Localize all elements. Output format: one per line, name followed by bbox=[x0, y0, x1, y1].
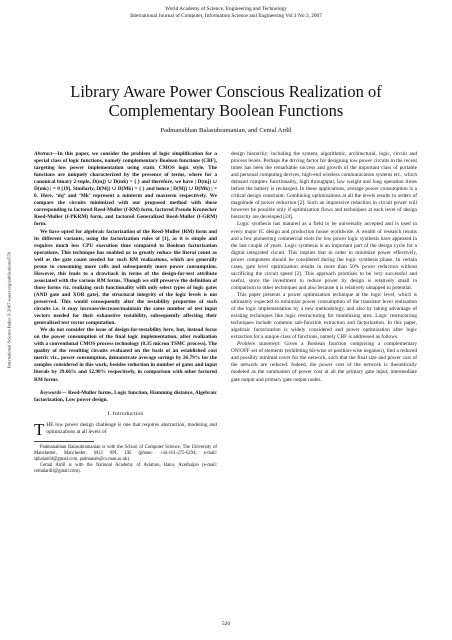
abstract-paragraph-2 bbox=[34, 229, 217, 328]
intro-continued-paragraph: design hierarchy; including the system, algorithmic, architectural, logic, circuit and process levels. Perhaps the driving factor for designing low power circuits in the recent times has been the remarkable success and growth of the important class of portable and personal computing devices, high-end wireless communication systems etc., which demand complex functionality, high throughput, low weight and long operation times before the battery is recharged. In these applications, average power consumption is a critical design constraint. Combining optimizations at all the levels results in orders of magnitude of power reduction [2]. Such an impressive reduction in circuit power will however be possible only if optimization flows and techniques at each level of design hierarchy are developed [24]. bbox=[231, 151, 417, 221]
intro-paragraph bbox=[34, 419, 217, 439]
paper-overview-paragraph: This paper presents a power optimization technique at the logic level, which is ultimately expected to minimize power consumption of the transistor level realization of the logic implementation by a new methodology, and also by taking advantage of existing techniques like logic restructuring for minimizing area. Logic restructuring techniques include common sub-function extraction and factorization. In this paper, algebraic factorization is widely considered and power optimization after logic extraction for a unique class of functions, namely CBF is addressed as follows. bbox=[231, 291, 417, 341]
left-column bbox=[34, 151, 217, 475]
footnote-author-2: Cemal Ardil is with the National Academy of Aviation, Baku, Azerbaijan (e-mail: cemalardil@gmail.com). bbox=[34, 462, 217, 474]
journal-header-line1: World Academy of Science, Engineering and Technology bbox=[165, 6, 287, 12]
footnote-divider bbox=[34, 441, 94, 442]
section-heading-introduction: I. Introduction bbox=[107, 410, 144, 417]
intro-dropcap: T bbox=[34, 419, 45, 439]
problem-statement-label: Problem statement bbox=[237, 341, 280, 348]
keywords-text: — Reed-Muller forms, Logic function, Hamming distance, Algebraic factorization, Low power design. bbox=[34, 389, 217, 403]
problem-statement-text: : Given a Boolean function comprising a complementary ON/OFF set of elements (exhibiting bit-wise or position-wise negation), find a reduced and possibly minimal cover for the network, such that the final size and power cost of the network are reduced. Indeed, the power cost of the network is theoretically modeled as the summation of power cost at all the primary gate input, intermediate gate output and primary gate output nodes. bbox=[231, 341, 417, 383]
paper-authors: Padmanabhan Balasubramanian, and Cemal Ardil bbox=[160, 127, 292, 134]
problem-statement-paragraph bbox=[231, 341, 417, 383]
abstract-paragraph bbox=[34, 151, 217, 229]
abstract-text: —In this paper, we consider the problem of logic simplification for a special class of logic functions, namely complementary Boolean functions (CBF), targeting low power implementation using static CMOS logic style. The functions are uniquely characterized by the presence of terms, where for a canonical binary 2-tuple, D(mj) ∪ D(mk) = { } and therefore, we have | D(mj) ∪ D(mk) | = 0 [19]. Similarly, D(Mj) ∪ D(Mk) = { } and hence | D(Mj) ∪ D(Mk) | = 0. Here, ‘mj’ and ‘Mk’ represent a minterm and maxterm respectively. We compare the circuits minimized with our proposed method with those corresponding to factored Reed-Muller (f-RM) form, factored Pseudo Kronecker Reed-Muller (f-PKRM) form, and factored Generalized Reed-Muller (f-GRM) form. bbox=[34, 151, 217, 228]
abstract-paragraph-3 bbox=[34, 327, 217, 383]
intro-text: HE low power design challenge is one that requires abstraction, modeling and optimizations at all levels of bbox=[46, 421, 217, 435]
keywords-paragraph bbox=[34, 390, 217, 404]
paper-title: Library Aware Power Conscious Realization of Complementary Boolean Functions bbox=[70, 82, 382, 120]
page-number: 520 bbox=[221, 621, 231, 627]
journal-header bbox=[0, 6, 452, 20]
logic-synthesis-paragraph: Logic synthesis has matured as a field to be universally accepted and is used in every major IC design and production house worldwide. A wealth of research results and a few pioneering commercial tools for low power logic synthesis have appeared in the last couple of years. Logic synthesis is an important part of the design cycle for a digital integrated circuit. This implies that in order to minimize power effectively, power component should be considered during the logic synthesis phase. In certain cases, gate level optimization results in more than 50% power reduction without sacrificing the circuit speed [2]. This approach promises to be very successful and useful, since the investment to reduce power by design is relatively small in comparison to other techniques and also because it is relatively untapped in potential. bbox=[231, 221, 417, 291]
index-sidebar bbox=[5, 120, 13, 500]
journal-header-line2: International Journal of Computer, Information Science and Engineering Vol:1 No:3, 2007 bbox=[130, 13, 322, 19]
footnote-author-1: Padmanabhan Balasubramanian is with the School of Computer Science, The University of Manchester, Manchester, M13 9PL UK (phone: +44-161-275-6294; e-mail: spbalan04@gmail.com, padmanab@cs.man.ac.uk). bbox=[34, 444, 217, 462]
keywords-label: Keywords bbox=[40, 389, 62, 396]
abstract-p3-text: We do not consider the issue of design-for-testability here, but, instead focus on the power consumption of the final logic implementation, after realization with a conventional CMOS process technology (0.35 micron TSMC process). The quality of the resulting circuits evaluated on the basis of an established cost metric viz., power consumption, demonstrate average savings by 26.79% for the samples considered in this work, besides reduction in number of gates and input literals by 39.66% and 12.98% respectively, in comparison with other factored RM forms. bbox=[34, 327, 217, 383]
abstract-p2-text: We have opted for algebraic factorization of the Reed-Muller (RM) form and its different variants, using the factorization rules of [1], as it is simple and requires much less CPU execution time compared to Boolean factorization operations. This technique has enabled us to greatly reduce the literal count as well as the gate count needed for such RM realizations, which are generally prone to consuming more cells and subsequently more power consumption. However, this leads to a drawback in terms of the design-for-test attribute associated with the various RM forms. Though we still preserve the definition of those forms viz. realizing such functionality with only select types of logic gates (AND gate and XOR gate), the structural integrity of the logic levels is not preserved. This would consequently alter the testability properties of such circuits i.e. it may increase/decrease/maintain the same number of test input vectors needed for their exhaustive testability, subsequently affecting their generalized test vector computation. bbox=[34, 228, 217, 327]
index-sidebar-text: International Science Index 3, 2007 waset.org/publications/570 bbox=[6, 251, 12, 369]
right-column bbox=[231, 151, 417, 384]
abstract-label: Abstract bbox=[34, 151, 53, 157]
